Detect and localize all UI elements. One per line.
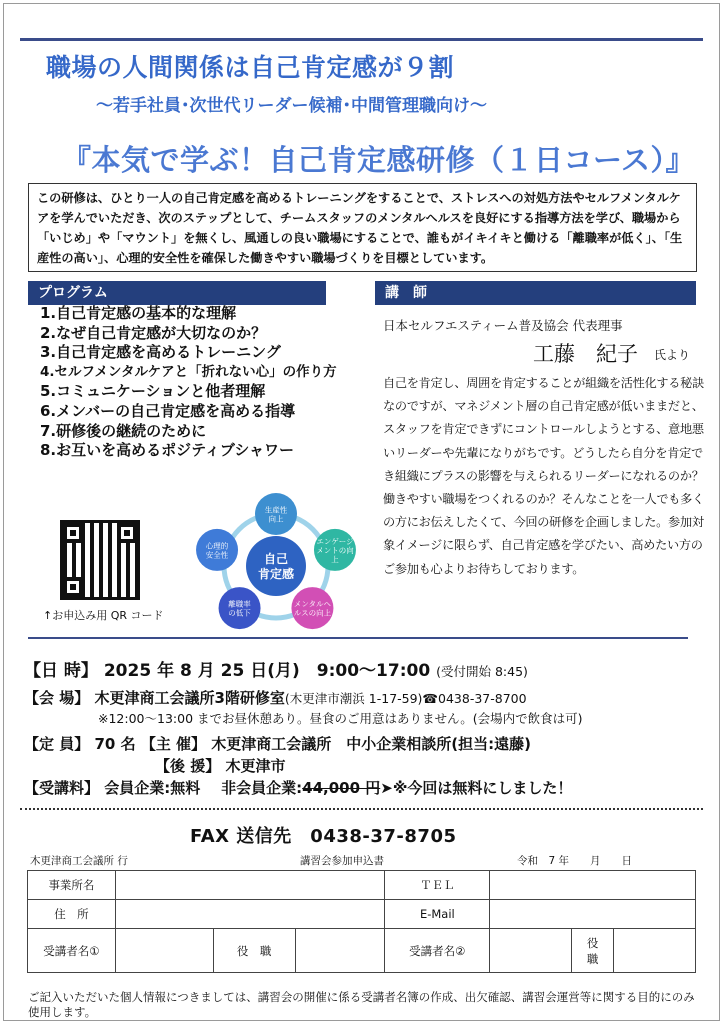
position1-field[interactable] xyxy=(295,929,385,973)
position1-label: 役 職 xyxy=(213,929,295,973)
attendee1-field[interactable] xyxy=(115,929,213,973)
date-note: (受付開始 8:45) xyxy=(436,664,528,679)
center-label: 自己 xyxy=(263,552,289,566)
venue-value: 木更津商工会議所3階研修室 xyxy=(94,689,285,707)
privacy-notice: ご記入いただいた個人情報につきましては、講習会の開催に係る受講者名簿の作成、出欠確認、講習会運営等に関する目的にのみ使用します。 xyxy=(28,990,695,1019)
fee-member: 会員企業:無料 xyxy=(104,779,201,797)
support-value: 木更津市 xyxy=(225,757,286,775)
date-label: 【日 時】 xyxy=(24,661,98,681)
venue-note: ※12:00～13:00 までお昼休憩あり。昼食のご用意はありません。(会場内で飲食は可) xyxy=(98,711,583,726)
program-item: 1.自己肯定感の基本的な理解 xyxy=(40,304,237,322)
qr-finder-pattern xyxy=(117,523,137,543)
company-label: 事業所名 xyxy=(28,871,116,900)
qr-code[interactable] xyxy=(60,520,140,600)
cycle-node-label: 安全性 xyxy=(205,550,229,560)
position2-field[interactable] xyxy=(614,929,696,973)
position2-label: 役 職 xyxy=(572,929,614,973)
cycle-node-label: の低下 xyxy=(228,608,251,618)
cycle-node-label: 向上 xyxy=(268,514,284,524)
fax-title: FAX 送信先 0438-37-8705 xyxy=(190,826,457,847)
fee-label: 【受講料】 xyxy=(24,779,100,797)
program-item: 2.なぜ自己肯定感が大切なのか？ xyxy=(40,323,267,342)
program-heading: プログラム xyxy=(28,281,326,305)
cycle-node-label: メントの向 xyxy=(316,545,354,555)
program-item: 7.研修後の継続のために xyxy=(40,421,207,440)
lecturer-name: 工藤 紀子 xyxy=(533,342,638,366)
venue-label: 【会 場】 xyxy=(24,689,90,707)
cycle-node-label: 心理的 xyxy=(205,541,229,551)
tel-field[interactable] xyxy=(490,871,696,900)
venue-address: (木更津市潮浜 1-17-59)☎0438-37-8700 xyxy=(284,691,527,706)
program-item: 4.セルフメンタルケアと「折れない心」の作り方 xyxy=(40,363,337,380)
program-item: 8.お互いを高めるポジティブシャワー xyxy=(40,441,295,460)
form-title: 講習会参加申込書 xyxy=(300,855,384,867)
lecturer-heading: 講 師 xyxy=(375,281,696,305)
program-item: 5.コミュニケーションと他者理解 xyxy=(40,382,266,401)
cycle-node-label: メンタルヘ xyxy=(293,599,332,609)
host-value: 木更津商工会議所 中小企業相談所(担当:遠藤) xyxy=(211,735,531,753)
attendee2-field[interactable] xyxy=(490,929,572,973)
tel-label: ＴＥＬ xyxy=(385,871,490,900)
support-row xyxy=(155,755,285,776)
section-rule xyxy=(28,637,688,639)
cut-line xyxy=(20,808,703,810)
cycle-node-label: 離職率 xyxy=(228,599,251,609)
support-label: 【後 援】 xyxy=(155,757,221,775)
fax-recipient: 木更津商工会議所 行 xyxy=(30,855,128,867)
company-field[interactable] xyxy=(115,871,385,900)
form-date: 令和 7 年 月 日 xyxy=(517,855,633,867)
center-circle xyxy=(246,536,306,596)
attendee2-label: 受講者名② xyxy=(385,929,490,973)
fee-nonmember-note: ➤※今回は無料にしました！ xyxy=(380,779,573,797)
address-field[interactable] xyxy=(115,900,385,929)
fee-nonmember-old-price: 44,000 円 xyxy=(302,779,381,797)
fee-nonmember-label: 非会員企業: xyxy=(221,779,303,797)
cycle-node-label: エンゲージ xyxy=(316,536,354,546)
program-item: 6.メンバーの自己肯定感を高める指導 xyxy=(40,401,296,420)
capacity-label: 【定 員】 xyxy=(24,735,90,753)
address-label: 住 所 xyxy=(28,900,116,929)
date-value: 2025 年 8 月 25 日(月) 9:00～17:00 xyxy=(103,661,431,681)
lecturer-organization: 日本セルフエスティーム普及協会 代表理事 xyxy=(383,318,623,333)
cycle-node-label: ルスの向上 xyxy=(293,608,332,618)
email-label: E-Mail xyxy=(385,900,490,929)
date-row xyxy=(24,656,528,681)
intro-text: この研修は、ひとり一人の自己肯定感を高めるトレーニングをすることで、ストレスへの対処方法やセルフメンタルケアを学んでいただき、次のステップとして、チームスタッフのメンタルヘルスを良好にする指導方法を学び、職場から「いじめ」や「マウント」を無くし、風通しの良い職場にすることで、誰もがイキイキと働ける「離職率が低く」、「生産性の高い」、心理的安全性を確保した働きやすい職場づくりを目標としています。 xyxy=(28,183,697,272)
center-label: 肯定感 xyxy=(257,567,295,581)
application-form xyxy=(27,870,696,973)
qr-caption: ↑お申込み用 QR コード xyxy=(43,609,164,622)
email-field[interactable] xyxy=(490,900,696,929)
self-esteem-cycle-diagram xyxy=(178,493,368,635)
top-rule xyxy=(20,38,703,41)
lecturer-message: 自己を肯定し、周囲を肯定することが組織を活性化する秘訣なのですが、マネジメント層の自己肯定感が低いままだと、スタッフを肯定できずにコントロールしようとする、意地悪いリーダーや先輩になりがちです。どうしたら自分を肯定でき組織にプラスの影響を与えられるリーダーになれるのか？働きやすい職場をつくれるのか？そんなことを一人でも多くの方にお伝えしたくて、今回の研修を企画しました。参加対象イメージに限らず、自己肯定感を学びたい、高めたい方のご参加も心よりお待ちしております。 xyxy=(383,376,704,576)
program-item: 3.自己肯定感を高めるトレーニング xyxy=(40,343,281,362)
capacity-row xyxy=(24,733,531,754)
fee-row xyxy=(24,777,572,798)
qr-finder-pattern xyxy=(63,577,83,597)
lecturer-name-suffix: 氏より xyxy=(654,348,691,362)
capacity-value: 70 名 xyxy=(94,735,136,753)
cycle-node-label: 上 xyxy=(331,554,339,564)
course-title: 『本気で学ぶ！自己肯定感研修（１日コース）』 xyxy=(62,143,696,177)
page-title: 職場の人間関係は自己肯定感が９割 xyxy=(46,53,455,82)
qr-finder-pattern xyxy=(63,523,83,543)
page-subtitle: ～若手社員･次世代リーダー候補･中間管理職向け～ xyxy=(96,96,487,116)
cycle-node-label: 生産性 xyxy=(264,505,288,515)
venue-row xyxy=(24,687,527,708)
program-list xyxy=(40,304,337,461)
host-label: 【主 催】 xyxy=(140,735,207,753)
attendee1-label: 受講者名① xyxy=(28,929,116,973)
